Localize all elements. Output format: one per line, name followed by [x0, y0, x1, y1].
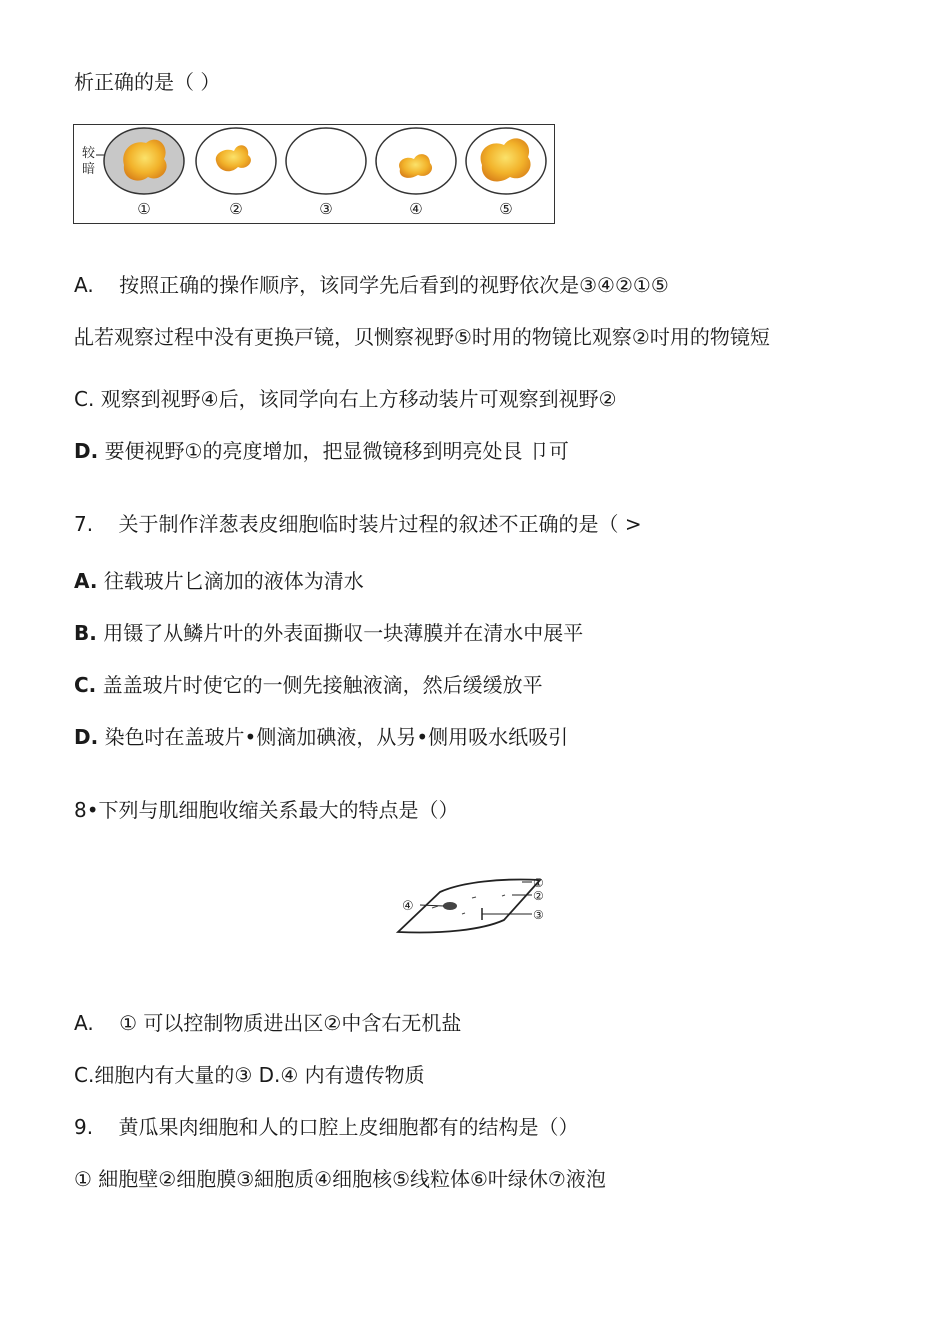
option-text: 染色吋在盖玻片•侧滴加碘液，从另•侧用吸水纸吸引	[104, 725, 569, 749]
option-text: 按照正确的操作顺序，该同学先后看到的视野依次是③④②①⑤	[119, 273, 669, 297]
view-1	[104, 128, 184, 194]
option-key: C.	[74, 387, 95, 411]
q7-option-a	[74, 567, 364, 595]
q6-option-b	[74, 323, 770, 351]
option-text: 盖盖玻片时使它的一侧先接触液滴，然后缓缓放平	[102, 673, 543, 697]
q7-option-d	[74, 723, 568, 751]
view-5	[466, 128, 546, 194]
q6-stem: 析正确的是（ ）	[74, 70, 221, 94]
option-key: D.	[74, 439, 99, 463]
option-text: 往载玻片匕滴加的液体为清水	[103, 569, 364, 593]
q9-stem	[74, 1113, 579, 1141]
dark-label-2: 暗	[82, 162, 96, 177]
dark-label-1: 较	[82, 146, 96, 161]
view-4	[376, 128, 456, 194]
option-text: ① 可以控制物质进出区②中含右无机盐	[119, 1011, 462, 1035]
q7-stem	[74, 510, 642, 538]
option-text: 要便视野①的亮度增加，把显微镜移到明亮处艮 卩可	[104, 439, 569, 463]
option-key: A.	[74, 1011, 94, 1035]
question-number: 7.	[74, 512, 94, 536]
view-label-2: ②	[229, 200, 243, 218]
muscle-label-2: ②	[533, 889, 544, 903]
muscle-label-3: ③	[533, 908, 544, 922]
q6-option-c	[74, 385, 617, 413]
question-number: 9.	[74, 1115, 94, 1139]
option-text: 观察到视野④后，该同学向右上方移动装片可观察到视野②	[100, 387, 617, 411]
question-text: 黄瓜果肉细胞和人的口腔上皮细胞都有的结构是（）	[118, 1115, 579, 1139]
view-3	[286, 128, 366, 194]
q8-options-line2: C.细胞内有大量的③ D.④ 内有遗传物质	[74, 1063, 425, 1087]
option-key: C.	[74, 673, 97, 697]
option-key: D.	[74, 725, 99, 749]
option-text: 用镊了从鳞片叶的外表面撕収一块薄膜并在清水中展平	[103, 621, 584, 645]
q8-stem: 8•下列与肌细胞收缩关系最大的特点是（）	[74, 798, 459, 822]
muscle-cell-svg	[392, 868, 562, 940]
microscope-views-svg	[74, 125, 554, 223]
q7-option-b	[74, 619, 583, 647]
view-label-5: ⑤	[499, 200, 513, 218]
option-text: 乩若观察过程中没有更换戸镜，贝恻察视野⑤时用的物镜比观察②吋用的物镜短	[74, 325, 770, 349]
question-text: 关于制作洋葱表皮细胞临时装片过程的叙述不正确的是（ >	[118, 512, 642, 536]
view-2	[196, 128, 276, 194]
q6-option-d	[74, 437, 569, 465]
option-key: A.	[74, 273, 94, 297]
muscle-label-4: ④	[402, 899, 414, 914]
view-label-4: ④	[409, 200, 423, 218]
q8-options-line1	[74, 1009, 461, 1037]
view-label-1: ①	[137, 200, 151, 218]
muscle-label-1: ①	[533, 876, 544, 890]
muscle-cell-figure	[392, 868, 562, 940]
option-key: B.	[74, 621, 97, 645]
microscope-views-figure	[73, 124, 555, 224]
q9-structure-list: ① 細胞壁②细胞膜③細胞质④细胞核⑤线粒体⑥叶绿休⑦液泡	[74, 1167, 606, 1191]
option-key: A.	[74, 569, 98, 593]
q7-option-c	[74, 671, 543, 699]
q6-option-a	[74, 271, 669, 299]
view-label-3: ③	[319, 200, 333, 218]
